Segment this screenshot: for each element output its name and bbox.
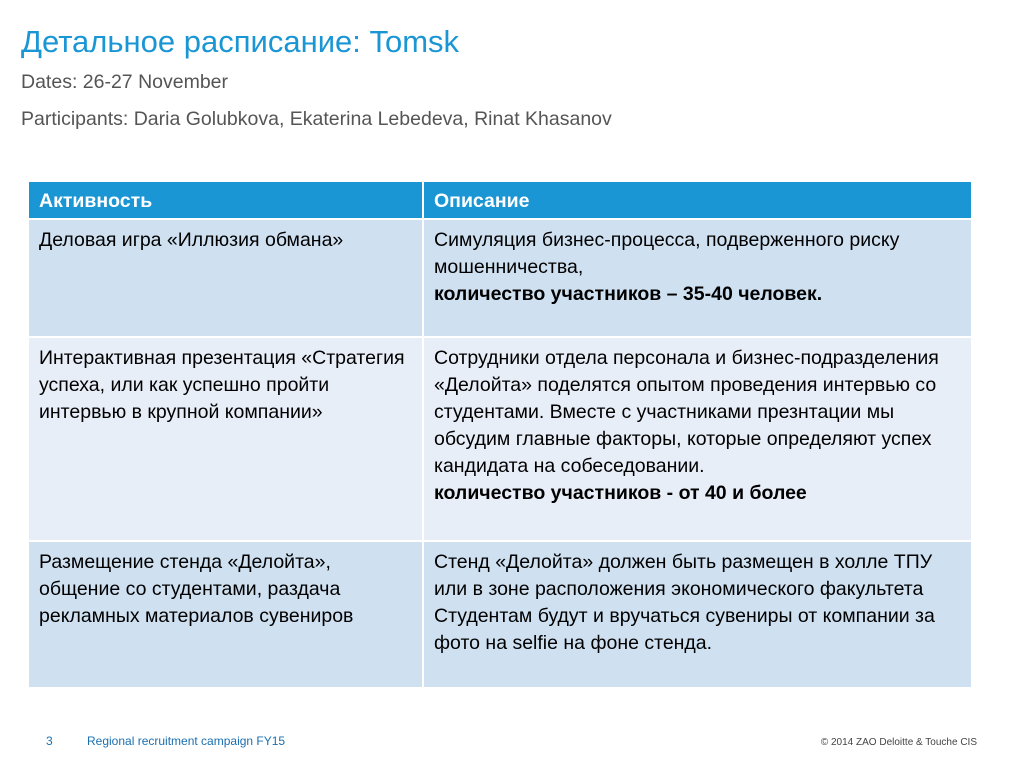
activity-text: Интерактивная презентация «Стратегия успеха, или как успешно пройти интервью в крупной компании»: [39, 347, 405, 423]
footer-campaign-text: Regional recruitment campaign FY15: [87, 734, 286, 748]
table-row: [29, 541, 971, 688]
page-number: 3: [46, 734, 53, 748]
description-cell: [423, 337, 971, 541]
dates-line: Dates: 26-27 November: [21, 71, 229, 93]
participants-note: количество участников – 35-40 человек.: [434, 283, 823, 305]
table-header-row: [29, 182, 971, 219]
activity-cell: [29, 337, 423, 541]
copyright-text: © 2014 ZAO Deloitte & Touche CIS: [820, 737, 977, 748]
description-cell: [423, 541, 971, 688]
participants-line: Participants: Daria Golubkova, Ekaterina Lebedeva, Rinat Khasanov: [21, 108, 612, 130]
activity-text: Деловая игра «Иллюзия обмана»: [39, 229, 344, 251]
description-text: Стенд «Делойта» должен быть размещен в холле ТПУ или в зоне расположения экономического факультета Студентам будут и вручаться сувениры от компании за фото на selfie на фоне стенда.: [434, 551, 935, 654]
activity-cell: [29, 219, 423, 337]
schedule-table: [29, 182, 971, 689]
activity-text: Размещение стенда «Делойта», общение со студентами, раздача рекламных материалов сувениров: [39, 551, 354, 627]
table-row: [29, 337, 971, 541]
column-header-description: Описание: [423, 182, 971, 219]
participants-note: количество участников - от 40 и более: [434, 482, 807, 504]
column-header-activity: Активность: [29, 182, 423, 219]
description-text: Сотрудники отдела персонала и бизнес-подразделения «Делойта» поделятся опытом проведения интервью со студентами. Вместе с участниками презнтации мы обсудим главные факторы, которые определяют успех кандидата на собеседовании.: [434, 347, 939, 477]
activity-cell: [29, 541, 423, 688]
page-title: Детальное расписание: Tomsk: [21, 24, 460, 59]
description-cell: [423, 219, 971, 337]
table-row: [29, 219, 971, 337]
description-text: Симуляция бизнес-процесса, подверженного риску мошенничества,: [434, 229, 900, 278]
